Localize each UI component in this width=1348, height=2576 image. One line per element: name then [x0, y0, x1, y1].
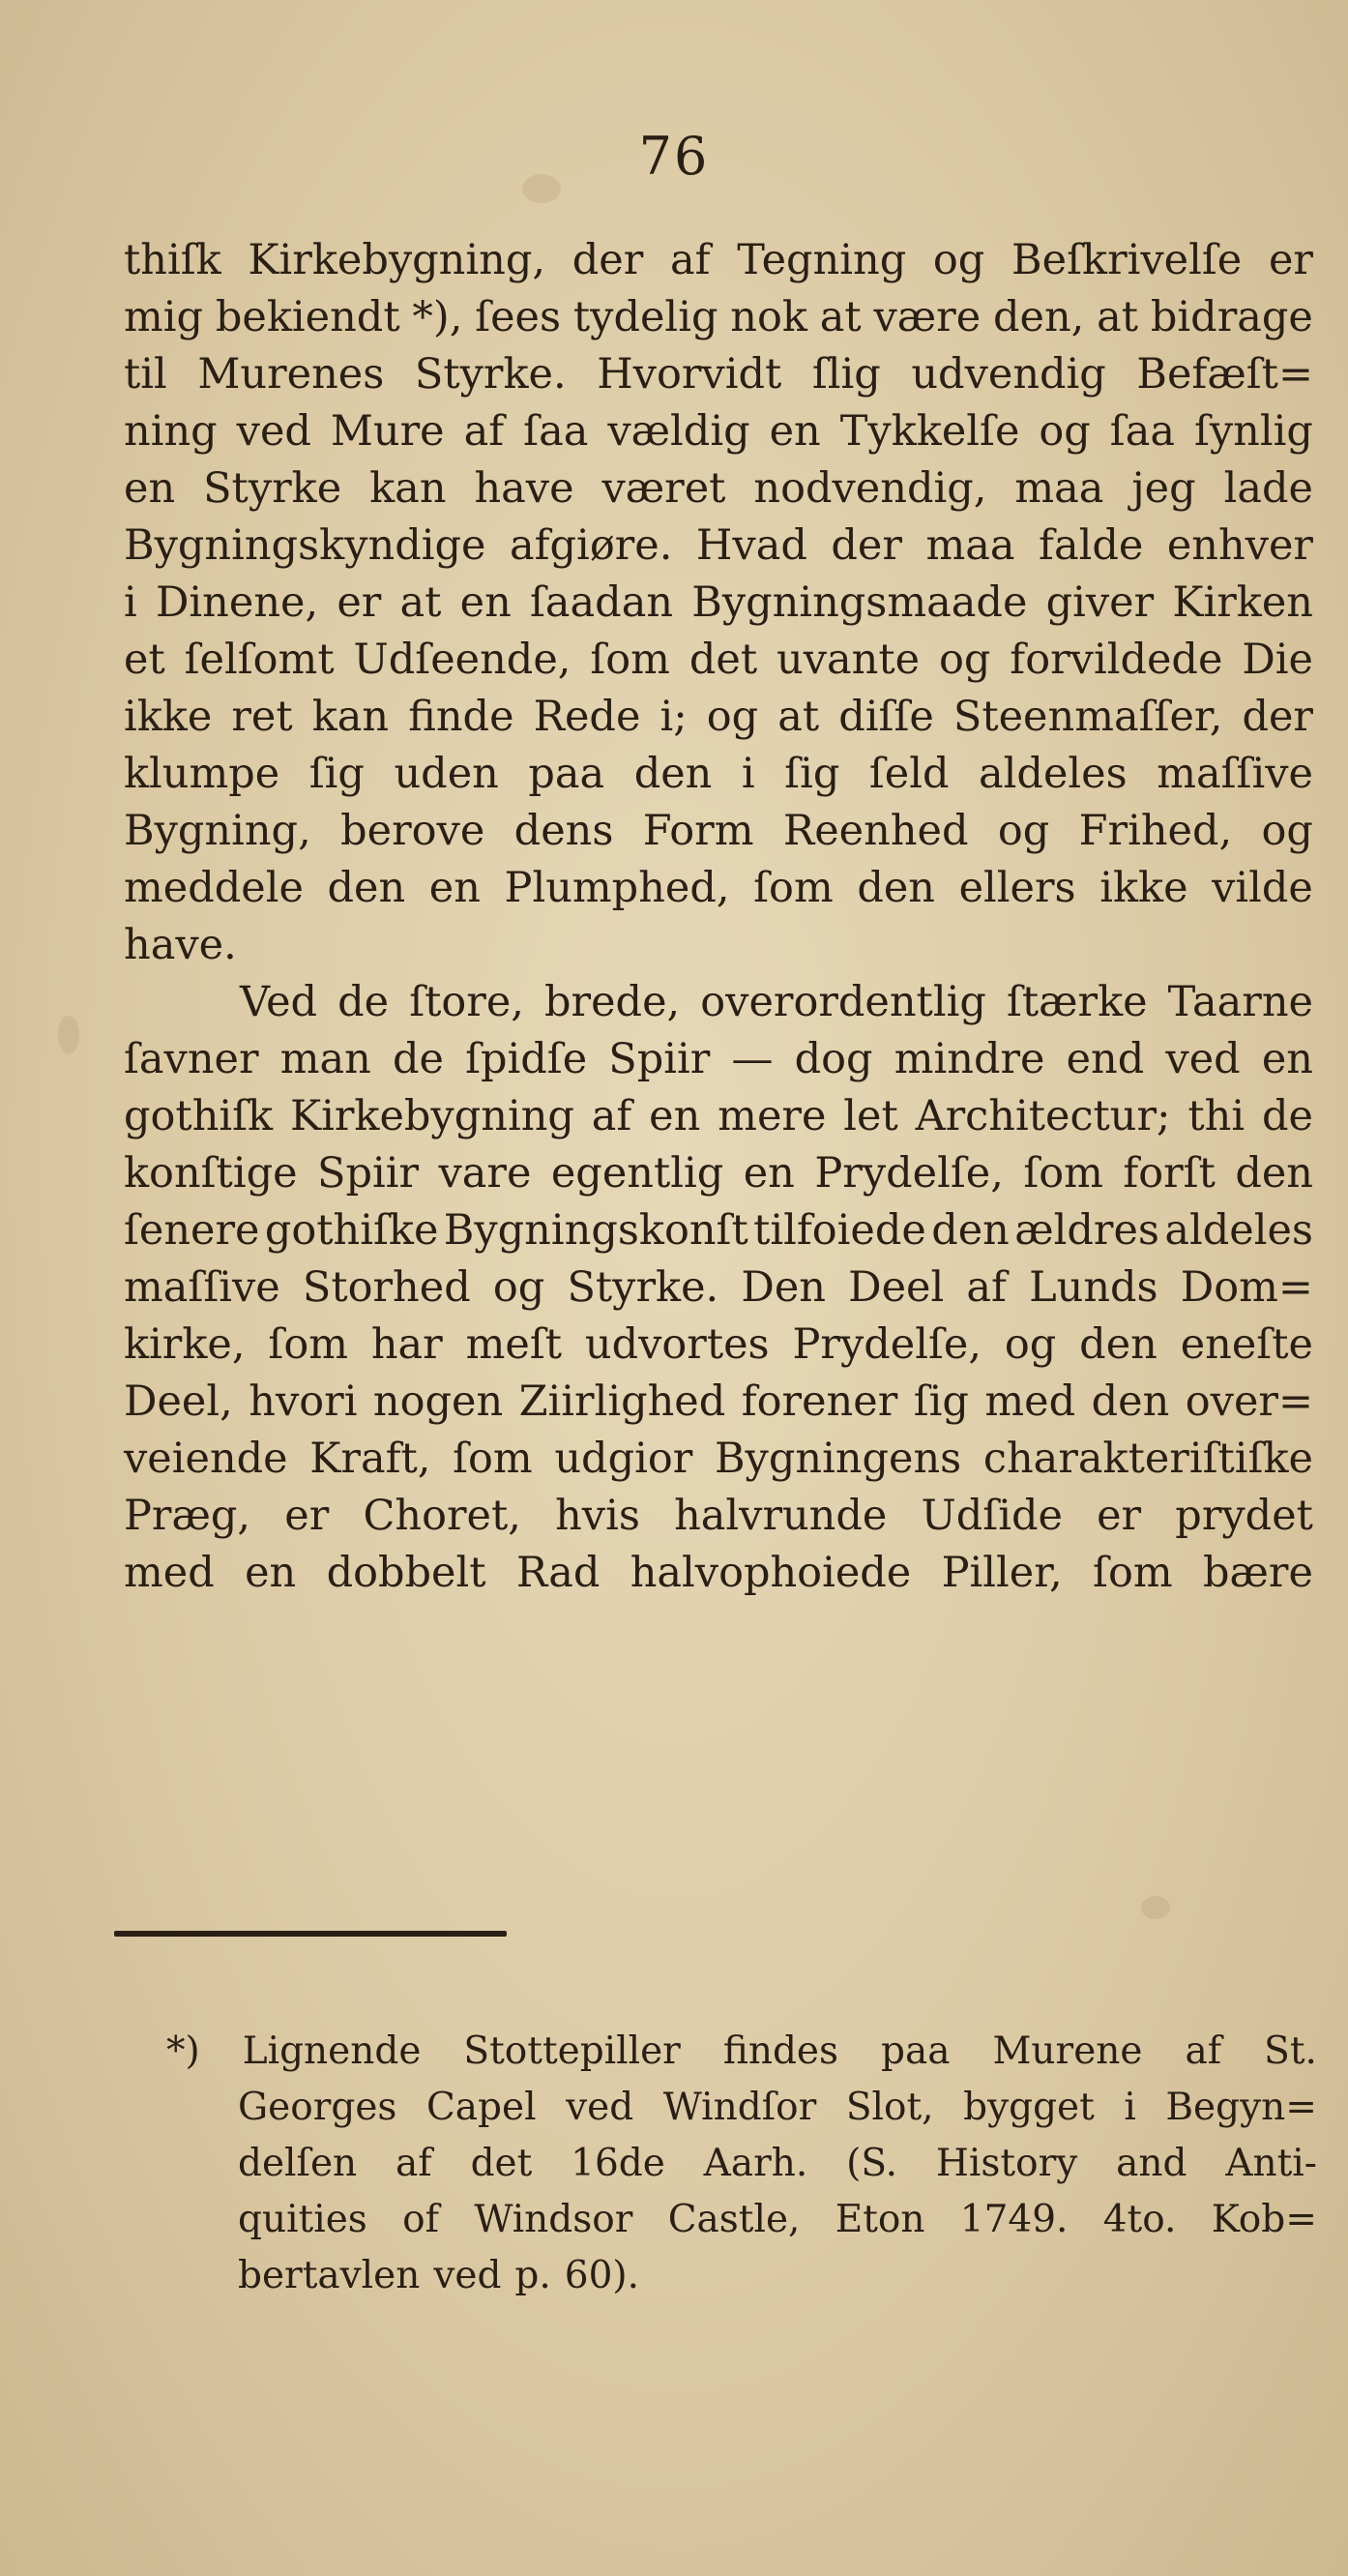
word: at: [819, 293, 862, 341]
word: charakteriſtiſke: [982, 1435, 1313, 1483]
word: til: [124, 350, 167, 399]
word: Rad: [515, 1549, 601, 1597]
footnote-line: [166, 2192, 1317, 2248]
word: at: [399, 578, 442, 627]
word: Taarne: [1167, 978, 1313, 1026]
word: Begyn=: [1165, 2086, 1317, 2129]
word: Steenmaſſer,: [952, 693, 1223, 741]
word: kan: [369, 464, 447, 513]
word: i;: [659, 693, 688, 741]
word: Plumphed,: [504, 864, 730, 912]
text-line: [124, 1488, 1313, 1545]
word: meſt: [465, 1320, 563, 1369]
word: ikke: [124, 693, 213, 741]
text-line: [124, 1259, 1313, 1317]
word: Lignende: [242, 2029, 422, 2073]
word: og: [1039, 407, 1091, 456]
footnote-line: [166, 2248, 1317, 2304]
word: forvildede: [1010, 636, 1223, 684]
word: Præg,: [124, 1492, 251, 1540]
word: ſig: [913, 1377, 969, 1426]
word: Mure: [330, 407, 445, 456]
word: af: [1185, 2029, 1222, 2073]
word: bekiendt: [215, 293, 400, 341]
word: og: [938, 636, 991, 684]
word: Tykkelſe: [839, 407, 1020, 456]
word: nogen: [372, 1377, 504, 1426]
word: uden: [394, 750, 499, 798]
text-line: [124, 1145, 1313, 1202]
word: ſig: [308, 750, 365, 798]
word: den: [857, 864, 935, 912]
word: aldeles: [1164, 1206, 1313, 1255]
word: med: [124, 1549, 215, 1597]
word: ſavner: [124, 1035, 259, 1083]
word: ſig: [784, 750, 840, 798]
word: paa: [881, 2029, 951, 2073]
word: meddele: [124, 864, 304, 912]
word: og: [932, 236, 985, 284]
word: Capel: [425, 2086, 537, 2129]
word: den: [1079, 1320, 1158, 1369]
word: Hvorvidt: [597, 350, 782, 399]
word: Styrke.: [414, 350, 567, 399]
word: Choret,: [363, 1492, 521, 1540]
word: Frihed,: [1078, 807, 1233, 855]
word: Rede: [533, 693, 641, 741]
word: ſaadan: [529, 578, 674, 627]
word: Kraft,: [309, 1435, 431, 1483]
footnote-line: [166, 2080, 1317, 2136]
word: ældres: [1014, 1206, 1159, 1255]
word: den: [1235, 1149, 1313, 1198]
word: et: [124, 636, 165, 684]
word: uvante: [777, 636, 921, 684]
word: ſom: [453, 1435, 533, 1483]
word: Lunds: [1029, 1263, 1158, 1312]
word: Prydelſe,: [814, 1149, 1004, 1198]
word: 4to.: [1102, 2198, 1177, 2241]
paper-stain: [1141, 1896, 1170, 1919]
word: kirke,: [124, 1320, 246, 1369]
word: Aarh.: [703, 2142, 808, 2185]
word: 1749.: [959, 2198, 1069, 2241]
word: aldeles: [979, 750, 1128, 798]
word: er: [1097, 1492, 1142, 1540]
word: Deel: [848, 1263, 945, 1312]
text-line: [124, 1088, 1313, 1145]
word: falde: [1039, 521, 1144, 570]
text-line: [124, 1545, 1313, 1602]
word: Slot,: [845, 2086, 934, 2129]
word: have: [474, 464, 574, 513]
footnote-separator: [114, 1931, 507, 1937]
word: Udſide: [921, 1492, 1063, 1540]
word: Spiir: [608, 1035, 711, 1083]
word: Kirkebygning,: [248, 236, 546, 284]
word: være: [873, 293, 982, 341]
word: Stottepiller: [463, 2029, 681, 2073]
word: 16de: [571, 2142, 665, 2185]
word: ſpidſe: [465, 1035, 588, 1083]
word: 60).: [564, 2254, 640, 2297]
word: dog: [794, 1035, 873, 1083]
word: ret: [231, 693, 293, 741]
word: maa: [925, 521, 1015, 570]
word: konſtige: [124, 1149, 298, 1198]
word: halvrunde: [674, 1492, 888, 1540]
word: at: [777, 693, 820, 741]
word: Piller,: [941, 1549, 1063, 1597]
word: af: [591, 1092, 632, 1140]
word: let: [843, 1092, 898, 1140]
word: en: [743, 1149, 795, 1198]
word: er: [1268, 236, 1313, 284]
word: Windsor: [474, 2198, 633, 2241]
word: vældig: [607, 407, 750, 456]
word: der: [1242, 693, 1313, 741]
word: at: [1097, 293, 1139, 341]
word: ſom: [268, 1320, 348, 1369]
word: de: [1261, 1092, 1313, 1140]
word: Kirken: [1172, 578, 1313, 627]
text-line: [124, 575, 1313, 632]
word: egentlig: [550, 1149, 724, 1198]
word: bære: [1202, 1549, 1313, 1597]
text-line: [124, 746, 1313, 803]
word: Georges: [238, 2086, 397, 2129]
text-line: [124, 1317, 1313, 1374]
word: den: [931, 1206, 1010, 1255]
word: prydet: [1175, 1492, 1313, 1540]
word: enhver: [1166, 521, 1313, 570]
word: dobbelt: [326, 1549, 486, 1597]
word: vare: [438, 1149, 532, 1198]
word: den: [327, 864, 406, 912]
word: Spiir: [317, 1149, 420, 1198]
word: paa: [528, 750, 605, 798]
word: i: [1124, 2086, 1136, 2129]
word: findes: [722, 2029, 839, 2073]
word: afgiøre.: [509, 521, 673, 570]
word: udvendig: [911, 350, 1106, 399]
word: Kob=: [1211, 2198, 1317, 2241]
word: Form: [642, 807, 754, 855]
word: mere: [718, 1092, 827, 1140]
word: i: [741, 750, 755, 798]
word: Prydelſe,: [792, 1320, 982, 1369]
text-line: [124, 346, 1313, 403]
word: gothiſk: [124, 1092, 274, 1140]
word: Kirkebygning: [289, 1092, 574, 1140]
word: ved: [566, 2086, 634, 2129]
word: ſtærke: [1006, 978, 1148, 1026]
word: gothiſke: [264, 1206, 439, 1255]
text-line: [124, 1374, 1313, 1431]
word: der: [571, 236, 644, 284]
word: ſlig: [811, 350, 881, 399]
word: bidrage: [1150, 293, 1313, 341]
word: nodvendig,: [753, 464, 987, 513]
word: dens: [513, 807, 614, 855]
text-line: [124, 232, 1313, 289]
word: de: [392, 1035, 444, 1083]
word: thi: [1187, 1092, 1245, 1140]
word: ſeld: [868, 750, 950, 798]
word: Beſkrivelſe: [1011, 236, 1243, 284]
word: og: [997, 807, 1050, 855]
word: jeg: [1131, 464, 1196, 513]
word: diſſe: [838, 693, 934, 741]
word: Tegning: [737, 236, 907, 284]
word: Die: [1242, 636, 1313, 684]
word: ellers: [958, 864, 1076, 912]
word: halvophoiede: [630, 1549, 912, 1597]
word: *): [166, 2029, 200, 2073]
word: Deel,: [124, 1377, 233, 1426]
word: Styrke.: [567, 1263, 719, 1312]
word: Eton: [835, 2198, 925, 2241]
word: Den: [741, 1263, 826, 1312]
word: Storhed: [302, 1263, 471, 1312]
word: ved: [433, 2254, 502, 2297]
word: og: [1261, 807, 1313, 855]
word: Reenhed: [782, 807, 969, 855]
word: finde: [408, 693, 514, 741]
text-line: [124, 518, 1313, 575]
word: ved: [1165, 1035, 1241, 1083]
text-line: [124, 1202, 1313, 1259]
word: en: [769, 407, 821, 456]
word: de: [337, 978, 390, 1026]
word: nok: [730, 293, 807, 341]
word: ſtore,: [409, 978, 524, 1026]
word: Murene: [992, 2029, 1143, 2073]
text-line: [124, 689, 1313, 746]
word: den,: [993, 293, 1085, 341]
text-line: [124, 860, 1313, 917]
word: forſt: [1123, 1149, 1216, 1198]
text-line: [124, 460, 1313, 518]
word: (S.: [846, 2142, 898, 2185]
word: Ziirlighed: [518, 1377, 726, 1426]
text-line: [124, 289, 1313, 346]
body-text: [124, 232, 1313, 1602]
footnote: [166, 2024, 1317, 2304]
text-line: [124, 803, 1313, 860]
word: er: [337, 578, 382, 627]
word: af: [463, 407, 505, 456]
word: overordentlig: [700, 978, 986, 1026]
word: —: [731, 1035, 774, 1083]
word: ſees: [475, 293, 562, 341]
word: klumpe: [124, 750, 280, 798]
footnote-line: [166, 2024, 1317, 2080]
word: en: [124, 464, 176, 513]
text-line: [124, 974, 1313, 1031]
word: Befæſt=: [1136, 350, 1313, 399]
word: med: [984, 1377, 1076, 1426]
word: vilde: [1212, 864, 1313, 912]
word: Bygning,: [124, 807, 311, 855]
word: udgior: [554, 1435, 693, 1483]
word: og: [706, 693, 759, 741]
word: af: [669, 236, 711, 284]
word: eneſte: [1180, 1320, 1313, 1369]
word: er: [284, 1492, 330, 1540]
word: thiſk: [124, 236, 221, 284]
word: over=: [1185, 1377, 1313, 1426]
word: Architectur;: [915, 1092, 1171, 1140]
word: forener: [741, 1377, 898, 1426]
word: mindre: [894, 1035, 1045, 1083]
word: veiende: [124, 1435, 288, 1483]
word: den: [1091, 1377, 1170, 1426]
word: Anti-: [1225, 2142, 1317, 2185]
word: været: [601, 464, 726, 513]
text-line: [124, 917, 1313, 974]
word: der: [831, 521, 902, 570]
word: brede,: [544, 978, 681, 1026]
word: ſaa: [523, 407, 589, 456]
word: ſom: [1093, 1549, 1173, 1597]
word: p.: [514, 2254, 551, 2297]
word: ſom: [753, 864, 834, 912]
word: hvis: [555, 1492, 640, 1540]
word: ſaa: [1109, 407, 1175, 456]
page-number: 76: [638, 126, 710, 187]
word: Bygningskyndige: [124, 521, 486, 570]
word: Dinene,: [155, 578, 319, 627]
word: hvori: [249, 1377, 358, 1426]
word: ſenere: [124, 1206, 260, 1255]
word: lade: [1223, 464, 1313, 513]
word: en: [459, 578, 512, 627]
word: en: [649, 1092, 701, 1140]
word: ſynlig: [1193, 407, 1313, 456]
word: det: [470, 2142, 533, 2185]
word: end: [1066, 1035, 1145, 1083]
word: tydelig: [572, 293, 718, 341]
word: giver: [1045, 578, 1155, 627]
word: and: [1116, 2142, 1187, 2185]
word: of: [402, 2198, 440, 2241]
paper-stain: [58, 1016, 79, 1054]
word: Udſeende,: [353, 636, 571, 684]
word: Bygningens: [714, 1435, 962, 1483]
word: delſen: [238, 2142, 358, 2185]
word: maſſive: [1157, 750, 1313, 798]
word: Murenes: [197, 350, 385, 399]
word: Bygningskonſt: [443, 1206, 748, 1255]
word: bygget: [963, 2086, 1095, 2129]
word: i: [124, 578, 137, 627]
word: Hvad: [695, 521, 807, 570]
word: har: [370, 1320, 443, 1369]
word: ved: [236, 407, 311, 456]
word: bertavlen: [238, 2254, 421, 2297]
word: ſom: [590, 636, 670, 684]
word: *),: [412, 293, 463, 341]
word: Dom=: [1180, 1263, 1313, 1312]
word: ikke: [1099, 864, 1188, 912]
word: quities: [238, 2198, 367, 2241]
word: History: [935, 2142, 1078, 2185]
word: og: [492, 1263, 545, 1312]
word: Castle,: [667, 2198, 801, 2241]
word: en: [1261, 1035, 1313, 1083]
word: af: [396, 2142, 432, 2185]
word: en: [245, 1549, 297, 1597]
word: tilfoiede: [753, 1206, 926, 1255]
word: udvortes: [584, 1320, 770, 1369]
word: og: [1004, 1320, 1057, 1369]
word: kan: [311, 693, 390, 741]
text-line: [124, 1431, 1313, 1488]
word: maa: [1014, 464, 1104, 513]
word: have.: [124, 921, 237, 969]
word: Windſor: [662, 2086, 817, 2129]
word: af: [966, 1263, 1007, 1312]
word: maſſive: [124, 1263, 280, 1312]
text-line: [124, 632, 1313, 689]
word: den: [633, 750, 713, 798]
word: man: [279, 1035, 371, 1083]
word: mig: [124, 293, 204, 341]
word: Bygningsmaade: [691, 578, 1028, 627]
word: St.: [1264, 2029, 1317, 2073]
word: ning: [124, 407, 218, 456]
word: det: [689, 636, 758, 684]
text-line: [124, 403, 1313, 460]
text-line: [124, 1031, 1313, 1088]
word: ſom: [1023, 1149, 1103, 1198]
word: Ved: [240, 978, 318, 1026]
footnote-line: [166, 2136, 1317, 2192]
word: en: [428, 864, 481, 912]
word: berove: [340, 807, 485, 855]
word: ſelſomt: [184, 636, 335, 684]
word: Styrke: [203, 464, 342, 513]
